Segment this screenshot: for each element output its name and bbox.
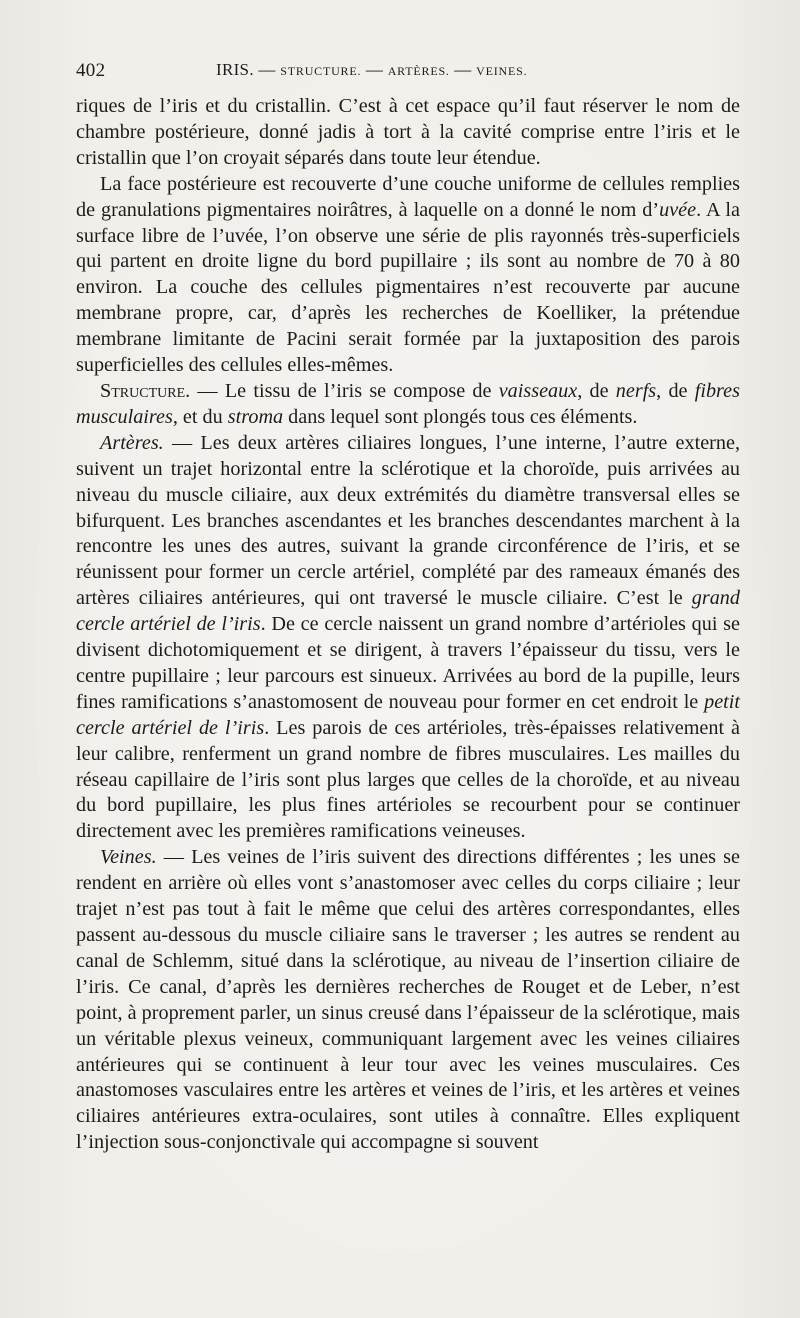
paragraph-text: . A la surface libre de l’uvée, l’on observe une série de plis rayonnés très-superficiels qui partent en droite ligne du bord pupillaire ; ils sont au nombre de 70 à 80 environ. La couche des cellules pigmentaires n’est recouverte par aucune membrane propre, car, d’après les recherches de Koelliker, la prétendue membrane limitante de Pacini serait formée par la juxtaposition des parois superficielles des cellules elles-mêmes. bbox=[76, 198, 741, 377]
paragraph-text: . De ce cercle naissent un grand nombre d’artérioles qui se divisent dichotomiquement et se dirigent, à travers l’épaisseur du tissu, vers le centre pupillaire ; leur parcours est sinueux. Arrivées au bord de la pupille, leurs fines ramifications s’anastomosent de nouveau pour former en cet endroit le bbox=[76, 613, 740, 713]
running-header bbox=[76, 60, 740, 84]
paragraph-text: riques de l’iris et du cristallin. C’est à cet espace qu’il faut réserver le nom de chambre postérieure, donné jadis à tort à la cavité comprise entre l’iris et le cristallin que l’on croyait séparés dans toute leur étendue. bbox=[76, 95, 740, 169]
italic-term: grand cercle artériel de l’iris bbox=[76, 587, 740, 636]
paragraph-arteres bbox=[76, 431, 740, 846]
italic-term: nerfs bbox=[615, 379, 657, 402]
header-separator: — bbox=[449, 60, 477, 79]
paragraph-text: — Le tissu de l’iris se compose de bbox=[190, 379, 499, 402]
paragraph-text: — Les veines de l’iris suivent des directions différentes ; les unes se rendent en arrière où elles vont s’anastomoser avec celles du corps ciliaire ; leur trajet n’est pas tout à fait le même que celui des artères correspondantes, elles passent au-dessous du muscle ciliaire sans le traverser ; les autres se rendent au canal de Schlemm, situé dans la sclérotique, au niveau de l’insertion ciliaire de l’iris. Ce canal, d’après les dernières recherches de Rouget et de Leber, n’est point, à proprement parler, un sinus creusé dans l’épaisseur de la sclérotique, mais un véritable plexus veineux, communiquant largement avec les veines ciliaires antérieures qui se continuent à leur tour avec les veines musculaires. Ces anastomoses vasculaires entre les artères et veines de l’iris, et les artères et veines ciliaires antérieures extra-oculaires, sont utiles à connaître. Elles expliquent l’injection sous-conjonctivale qui accompagne si souvent bbox=[76, 846, 740, 1154]
header-structure: STRUCTURE. bbox=[280, 64, 362, 78]
section-heading-arteres: Artères. bbox=[100, 431, 164, 454]
italic-term: uvée bbox=[659, 198, 697, 221]
section-heading-structure: Structure. bbox=[100, 379, 191, 402]
running-title bbox=[216, 60, 527, 80]
paragraph-text: La face postérieure est recouverte d’une couche uniforme de cellules remplies de granulations pigmentaires noirâtres, à laquelle on a donné le nom d’ bbox=[76, 172, 740, 221]
italic-term: stroma bbox=[227, 405, 284, 428]
italic-term: fibres musculaires bbox=[76, 379, 740, 428]
page-number: 402 bbox=[76, 60, 106, 81]
section-heading-veines: Veines. bbox=[100, 846, 157, 869]
italic-term: petit cercle artériel de l’iris bbox=[76, 690, 740, 739]
paragraph-continuation bbox=[76, 94, 740, 172]
paragraph-structure bbox=[76, 379, 740, 431]
paragraph-veines bbox=[76, 845, 740, 1156]
page-bottom-margin bbox=[0, 1290, 800, 1318]
paragraph-text: . Les parois de ces artérioles, très-épaisses relativement à leur calibre, renferment un grand nombre de fibres musculaires. Les mailles du réseau capillaire de l’iris sont plus larges que celles de la choroïde, et au niveau du bord pupillaire, les plus fines artérioles se recourbent pour se continuer directement avec les premières ramifications veineuses. bbox=[76, 716, 740, 843]
header-arteres: ARTÈRES. bbox=[387, 64, 450, 78]
header-separator: — bbox=[361, 60, 388, 79]
paragraph-text: , de bbox=[577, 379, 616, 402]
italic-term: vaisseaux bbox=[498, 379, 578, 402]
paragraph-text: , de bbox=[656, 379, 695, 402]
paragraph-text: — Les deux artères ciliaires longues, l’une interne, l’autre externe, suivent un trajet horizontal entre la sclérotique et la choroïde, puis arrivées au niveau du muscle ciliaire, aux deux extrémités du diamètre transversal elles se bifurquent. Les branches ascendantes et les branches descendantes marchent à la rencontre les unes des autres, suivant la grande circonférence de l’iris, et se réunissent pour former un cercle artériel, complété par des rameaux émanés des artères ciliaires antérieures, qui ont traversé le muscle ciliaire. C’est le bbox=[76, 431, 740, 610]
paragraph-face-posterieure bbox=[76, 172, 740, 379]
header-separator: — bbox=[253, 60, 281, 79]
header-veines: VEINES. bbox=[476, 64, 528, 78]
paragraph-text: , et du bbox=[172, 405, 228, 428]
page-body bbox=[76, 94, 740, 1156]
header-title: IRIS. bbox=[216, 60, 254, 79]
paragraph-text: dans lequel sont plongés tous ces éléments. bbox=[283, 405, 638, 428]
